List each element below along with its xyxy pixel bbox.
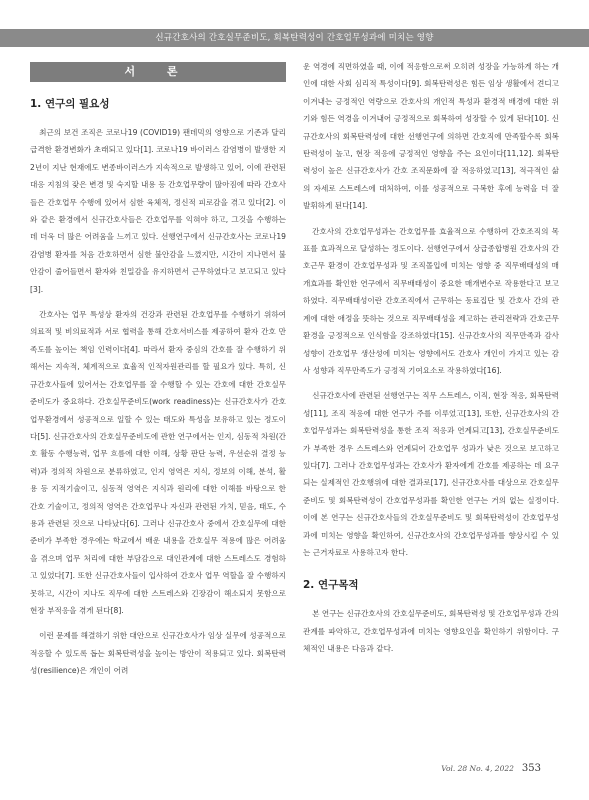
section-title: 서 론: [30, 62, 286, 82]
subsection-heading-purpose: 2. 연구목적: [303, 579, 359, 592]
body-paragraph: 간호사는 업무 특성상 환자의 건강과 관련된 간호업무를 수행하기 위하여 의료적 및 비의료적과 서로 협력을 통해 간호서비스를 제공하여 환자 간호 만족도를 높이는 책임 인력이다[4]. 따라서 환자 중심의 간호를 잘 수행하기 위해서는 지속적, 체계적으로 효율적 인적자원관리를 할 필요가 있다. 특히, 신규간호사들에 있어서는 간호업무를 잘 수행할 수 있는 간호에 대한 간호실무준비도가 중요하다. 간호실무준비도(work readiness)는 신규간호사가 간호업무환경에서 성공적으로 일할 수 있는 태도와 특성을 보유하고 있는 정도이다[5]. 신규간호사의 간호실무준비도에 관한 연구에서는 인지, 심동적 차원(간호 활동 수행능력, 업무 흐름에 대한 이해, 상황 판단 능력, 우선순위 결정 능력)과 정의적 차원으로 분류하였고, 인지 영역은 지식, 정보의 이해, 분석, 활용 등 지적기술이고, 심동적 영역은 지식과 원리에 대한 이해를 바탕으로 한 간호 기술이고, 정의적 영역은 간호업무나 자신과 관련된 가치, 믿음, 태도, 수용과 관련된 것으로 나타났다[6]. 그러나 신규간호사 중에서 간호실무에 대한 준비가 부족한 경우에는 학교에서 배운 내용을 간호실무 적용에 많은 어려움을 겪으며 업무 처리에 대한 부담감으로 대인관계에 대한 스트레스도 경험하고 있었다[7]. 또한 신규간호사들이 입사하여 간호사 업무 역할을 잘 수행하지 못하고, 시간이 지나도 직무에 대한 스트레스와 긴장감이 해소되지 못함으로 현장 부적응을 겪게 된다[8].: [30, 310, 286, 615]
page-footer: [441, 763, 541, 774]
running-header: 신규간호사의 간호실무준비도, 회복탄력성이 간호업무성과에 미치는 영향: [0, 29, 589, 47]
body-paragraph: 최근의 보건 조직은 코로나19 (COVID19) 팬데믹의 영향으로 기존과 달리 급격한 환경변화가 초래되고 있다[1]. 코로나19 바이러스 감염병이 발생한 지 2년이 지난 현재에도 변종바이러스가 지속적으로 발생하고 있어, 이에 관련된 대응 지침의 잦은 변경 및 숙지할 내용 등 간호업무량이 많아짐에 따라 간호사들은 간호업무 수행에 있어서 심한 육체적, 정신적 피로감을 겪고 있다[2]. 이와 같은 환경에서 신규간호사들은 간호업무를 익혀야 하고, 그것을 수행하는 데 더욱 더 많은 어려움을 느끼고 있다. 선행연구에서 신규간호사는 코로나19 감염병 환자를 처음 간호하면서 심한 불안감을 느꼈지만, 시간이 지나면서 불안감이 줄어들면서 환자와 친밀감을 유지하면서 근무하였다고 보고되고 있다[3].: [30, 128, 286, 294]
left-column: [30, 62, 286, 688]
right-column: [303, 58, 559, 666]
page-number: 353: [521, 763, 541, 774]
journal-reference: Vol. 28 No. 4, 2022: [441, 764, 514, 773]
body-paragraph: 이런 문제를 해결하기 위한 대안으로 신규간호사가 임상 실무에 성공적으로 적응할 수 있도록 돕는 회복탄력성을 높이는 방안이 적용되고 있다. 회복탄력성(resilience)은 개인이 어려: [30, 631, 286, 676]
body-paragraph: 신규간호사에 관련된 선행연구는 직무 스트레스, 이직, 현장 적응, 회복탄력성[11], 조직 적응에 대한 연구가 주를 이루었고[13], 또한, 신규간호사의 간호업무성과는 회복탄력성을 통한 조직 적응과 연계되고[13], 간호실무준비도가 부족한 경우 스트레스와 연계되어 간호업무 성과가 낮은 것으로 보고하고 있다[7]. 그러나 간호업무성과는 간호사가 환자에게 간호를 제공하는 데 요구되는 실제적인 간호행위에 대한 결과로[17], 신규간호사를 대상으로 간호실무준비도 및 회복탄력성이 간호업무성과를 확인한 연구는 거의 없는 실정이다. 이에 본 연구는 신규간호사들의 간호실무준비도 및 회복탄력성이 간호업무성과에 미치는 영향을 확인하여, 신규간호사의 간호업무성과를 향상시킬 수 있는 근거자료로 사용하고자 한다.: [303, 391, 559, 557]
body-paragraph: 운 역경에 직면하였을 때, 이에 적응함으로써 오히려 성장을 가능하게 하는 개인에 대한 사회 심리적 특성이다[9]. 회복탄력성은 힘든 임상 생활에서 견디고 이겨내는 긍정적인 역량으로 간호사의 개인적 특성과 환경적 배경에 대한 위기와 힘든 역경을 이겨내어 긍정적으로 회복하여 성장할 수 있게 된다[10]. 신규간호사의 회복탄력성에 대한 선행연구에 의하면 간호직에 만족할수록 회복탄력성이 높고, 현장 적응에 긍정적인 영향을 주는 요인이다[11,12]. 회복탄력성이 높은 신규간호사가 간호 조직문화에 잘 적응하였고[13], 적극적인 삶의 자세로 스트레스에 대처하여, 이를 성공적으로 극복한 후에 능력을 더 잘 발휘하게 된다[14].: [303, 62, 559, 211]
body-paragraph: 간호사의 간호업무성과는 간호업무를 효율적으로 수행하여 간호조직의 목표를 효과적으로 달성하는 정도이다. 선행연구에서 상급종합병원 간호사의 간호근무 환경이 간호업무성과 및 조직몰입에 미치는 영향 중 직무배태성의 매개효과를 확인한 연구에서 직무배태성이 중요한 매개변수로 작용한다고 보고하였다. 직무배태성이란 간호조직에서 근무하는 동료집단 및 간호사 간의 관계에 대한 애정을 뜻하는 것으로 직무배태성을 제고하는 관리전략과 간호근무환경을 긍정적으로 인식함을 강조하였다[15]. 신규간호사의 직무만족과 감사 성향이 간호업무 생산성에 미치는 영향에서도 간호사 개인이 가지고 있는 감사 성향과 직무만족도가 긍정적 기여요소로 작용하였다[16].: [303, 226, 559, 375]
body-paragraph: 본 연구는 신규간호사의 간호실무준비도, 회복탄력성 및 간호업무성과 간의 관계를 파악하고, 간호업무성과에 미치는 영향요인을 확인하기 위함이다. 구체적인 내용은 다음과 같다.: [303, 609, 559, 654]
subsection-heading-necessity: 1. 연구의 필요성: [30, 98, 110, 110]
